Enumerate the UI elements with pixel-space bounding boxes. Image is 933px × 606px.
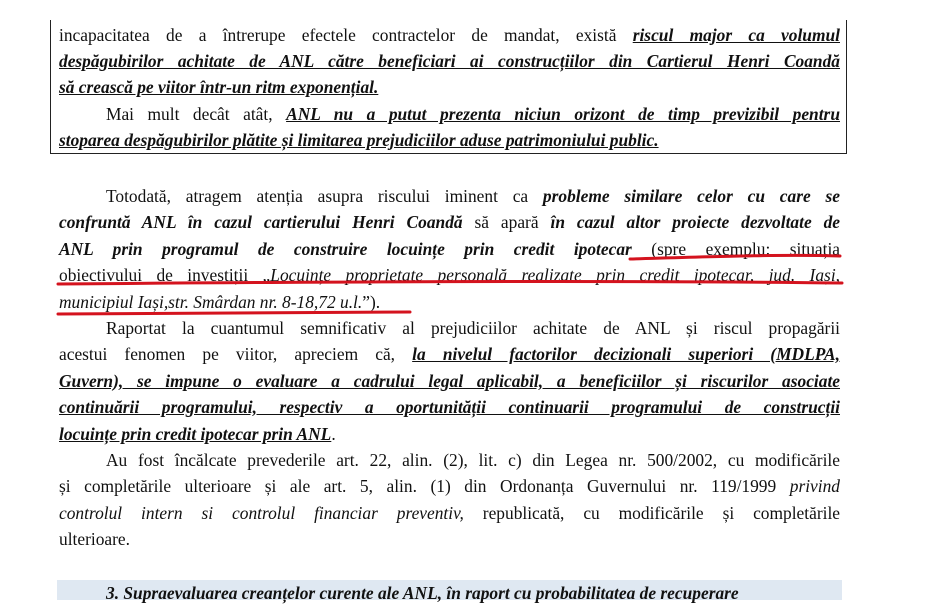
p2-line-4: continuării programului, respectiv a oportunității continuarii programului de construcții	[59, 397, 840, 417]
p3-line-3: controlul intern si controlul financiar preventiv, republicată, cu modificările și completările	[59, 503, 840, 523]
p3-line-2: și completările ulterioare și ale art. 5, alin. (1) din Ordonanța Guvernului nr. 119/1999 privind	[59, 476, 840, 496]
p1-line-4: obiectivului de investiții „Locuințe proprietate personală realizate prin credit ipotecar, jud. Iași,	[59, 265, 840, 285]
p1-line-2: confruntă ANL în cazul cartierului Henri Coandă să apară în cazul altor proiecte dezvoltate de	[59, 212, 840, 232]
box-line-1: incapacitatea de a întrerupe efectele contractelor de mandat, există riscul major ca volumul	[59, 25, 840, 45]
box-line-4: Mai mult decât atât, ANL nu a putut prezenta niciun orizont de timp previzibil pentru	[106, 104, 840, 124]
p2-line-3: Guvern), se impune o evaluare a cadrului legal aplicabil, a beneficiilor și riscurilor asociate	[59, 371, 840, 391]
p2-line-1: Raportat la cuantumul semnificativ al prejudiciilor achitate de ANL și riscul propagării	[106, 318, 840, 338]
box-line-2: despăgubirilor achitate de ANL către beneficiari ai construcțiilor din Cartierul Henri Coandă	[59, 51, 840, 71]
section-heading: 3. Supraevaluarea creanțelor curente ale ANL, în raport cu probabilitatea de recuperare	[106, 583, 739, 603]
p2-line-2: acestui fenomen pe viitor, apreciem că, la nivelul factorilor decizionali superiori (MDLPA,	[59, 344, 840, 364]
p1-line-5: municipiul Iași,str. Smârdan nr. 8-18,72 u.l.”).	[59, 292, 381, 312]
box-line-3: să crească pe viitor într-un ritm exponențial.	[59, 77, 379, 97]
p2-line-5: locuințe prin credit ipotecar prin ANL.	[59, 424, 336, 444]
p3-line-1: Au fost încălcate prevederile art. 22, alin. (2), lit. c) din Legea nr. 500/2002, cu modificările	[106, 450, 840, 470]
p1-line-3: ANL prin programul de construire locuințe prin credit ipotecar (spre exemplu: situația	[59, 239, 841, 259]
box-line-5: stoparea despăgubirilor plătite și limitarea prejudiciilor aduse patrimoniului public.	[59, 130, 659, 150]
p3-line-4: ulterioare.	[59, 529, 130, 549]
p1-line-1: Totodată, atragem atenția asupra riscului iminent ca probleme similare celor cu care se	[106, 186, 840, 206]
